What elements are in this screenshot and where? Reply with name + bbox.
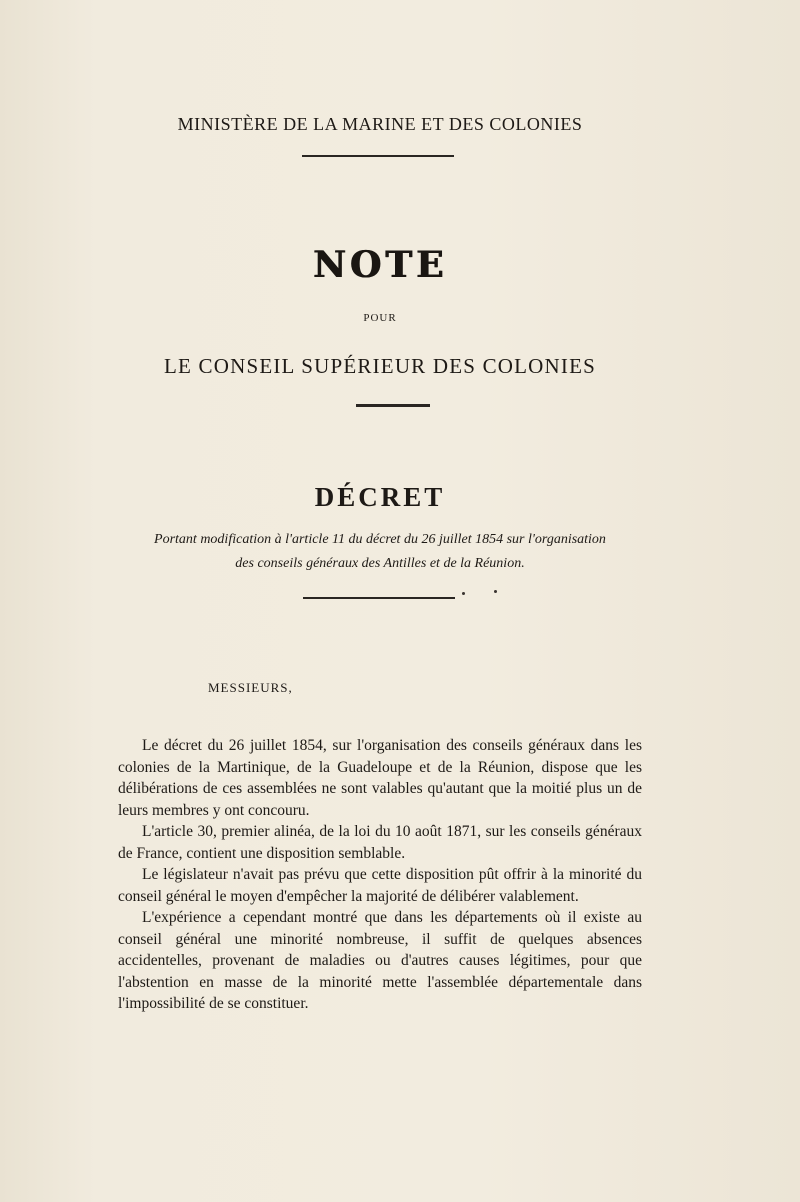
decree-subtitle [0, 528, 760, 576]
header-rule [302, 155, 454, 157]
ministry-header: MINISTÈRE DE LA MARINE ET DES COLONIES [177, 114, 583, 134]
decree-subtitle-line-1: Portant modification à l'article 11 du décret du 26 juillet 1854 sur l'organisation [154, 532, 606, 547]
ink-speck [462, 592, 465, 595]
decree-heading: DÉCRET [314, 482, 446, 512]
paragraph: L'expérience a cependant montré que dans les départements où il existe au conseil général une minorité nombreuse, il suffit de quelques absences accidentelles, provenant de maladies ou d'autres causes légitimes, pour que l'abstention en masse de la minorité mette l'assemblée départementale dans l'impossibilité de se constituer. [118, 909, 642, 1012]
salutation: MESSIEURS, [208, 680, 293, 695]
paragraph: Le législateur n'avait pas prévu que cette disposition pût offrir à la minorité du conseil général le moyen d'empêcher la majorité de délibérer valablement. [118, 866, 642, 905]
recipient-title: LE CONSEIL SUPÉRIEUR DES COLONIES [164, 354, 596, 378]
note-title: NOTE [312, 244, 448, 286]
decree-subtitle-line-2: des conseils généraux des Antilles et de la Réunion. [235, 556, 525, 571]
body-text [118, 735, 642, 1015]
ink-speck [494, 590, 497, 593]
decree-rule [303, 597, 455, 599]
title-rule [356, 404, 430, 407]
pour-label: POUR [363, 312, 397, 324]
paragraph: Le décret du 26 juillet 1854, sur l'organisation des conseils généraux dans les colonies de la Martinique, de la Guadeloupe et de la Réunion, dispose que les délibérations de ces assemblées ne sont valables qu'autant que la moitié plus un de leurs membres y ont concouru. [118, 737, 642, 819]
paragraph: L'article 30, premier alinéa, de la loi du 10 août 1871, sur les conseils généraux de France, contient une disposition semblable. [118, 823, 642, 862]
